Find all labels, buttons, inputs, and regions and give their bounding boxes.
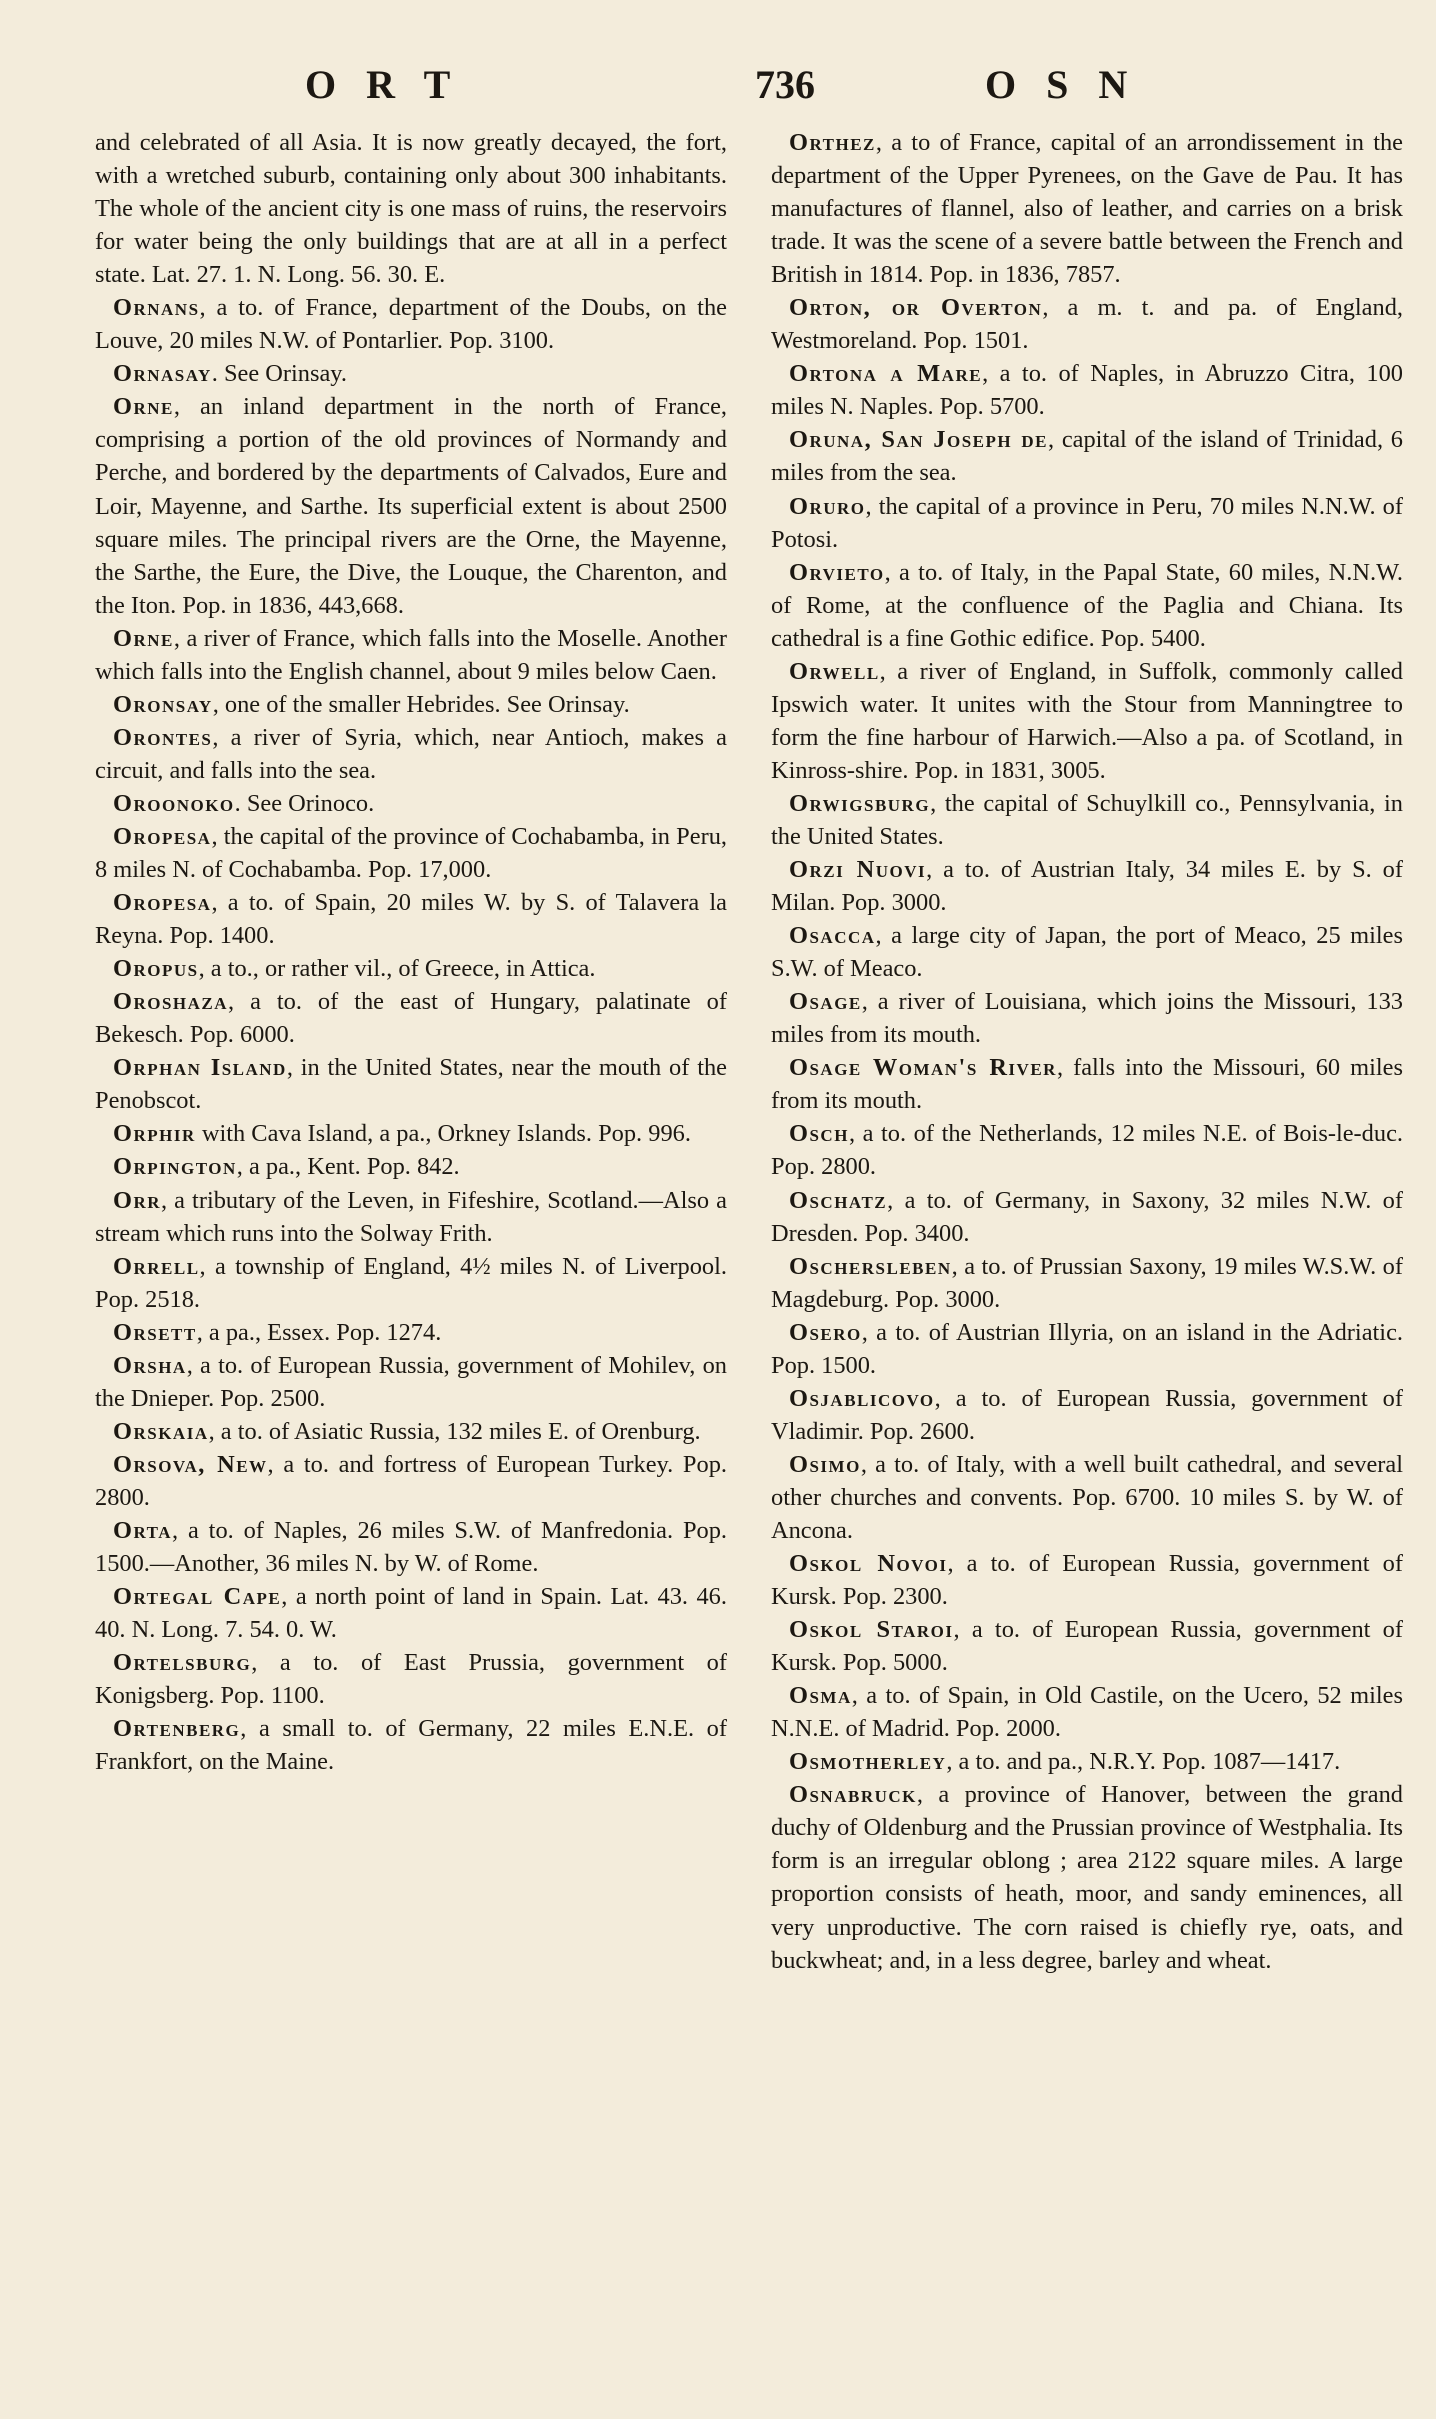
- gazetteer-entry: [95, 1448, 727, 1514]
- gazetteer-entry: [771, 1316, 1403, 1382]
- entry-text: , a to. of Germany, in Saxony, 32 miles N.W. of Dresden. Pop. 3400.: [771, 1186, 1403, 1247]
- entry-text: , a to. and fortress of European Turkey. Pop. 2800.: [95, 1450, 727, 1511]
- entry-text: , a township of England, 4½ miles N. of Liverpool. Pop. 2518.: [95, 1252, 727, 1313]
- gazetteer-entry: [95, 1316, 727, 1349]
- entry-text: , a to. of European Russia, government of Kursk. Pop. 5000.: [771, 1616, 1403, 1677]
- entry-headword: Orontes: [113, 723, 213, 751]
- gazetteer-entry: [771, 1547, 1403, 1613]
- gazetteer-entry: [771, 1250, 1403, 1316]
- entry-text: , a to. of European Russia, government of Vladimir. Pop. 2600.: [771, 1384, 1403, 1445]
- entry-text: . See Orinoco.: [234, 789, 375, 817]
- gazetteer-entry: [95, 985, 727, 1051]
- entry-headword: Osmotherley: [789, 1748, 947, 1776]
- entry-text: , in the United States, near the mouth of the Penobscot.: [95, 1054, 727, 1115]
- entry-text: , a to. of Italy, in the Papal State, 60 miles, N.N.W. of Rome, at the confluence of the Paglia and Chiana. Its cathedral is a fine Gothic edifice. Pop. 5400.: [771, 558, 1403, 652]
- entry-text: , a pa., Essex. Pop. 1274.: [196, 1318, 442, 1346]
- entry-text: , a large city of Japan, the port of Meaco, 25 miles S.W. of Meaco.: [771, 922, 1403, 983]
- entry-headword: Ortegal Cape: [113, 1583, 282, 1611]
- gazetteer-entry: [95, 357, 727, 390]
- entry-headword: Ortelsburg: [113, 1649, 252, 1677]
- gazetteer-entry: [95, 721, 727, 787]
- entry-headword: Oskol Staroi: [789, 1616, 954, 1644]
- entry-text: , a to. of Spain, 20 miles W. by S. of Talavera la Reyna. Pop. 1400.: [95, 889, 727, 950]
- header-right-guide-word: OSN: [985, 62, 1158, 107]
- gazetteer-entry: [771, 1117, 1403, 1183]
- entry-text: , the capital of the province of Cochabamba, in Peru, 8 miles N. of Cochabamba. Pop. 17,000.: [95, 822, 727, 884]
- gazetteer-entry: [771, 357, 1403, 423]
- entry-text: , a to., or rather vil., of Greece, in Attica.: [198, 955, 596, 983]
- entry-headword: Oropus: [113, 955, 199, 983]
- entry-headword: Orzi Nuovi: [789, 856, 927, 884]
- gazetteer-entry: [95, 1250, 727, 1316]
- entry-text: , a small to. of Germany, 22 miles E.N.E. of Frankfort, on the Maine.: [95, 1715, 727, 1776]
- entry-text: , capital of the island of Trinidad, 6 miles from the sea.: [771, 426, 1403, 487]
- gazetteer-entry: [95, 787, 727, 820]
- gazetteer-entry: [95, 952, 727, 985]
- entry-text: , a m. t. and pa. of England, Westmoreland. Pop. 1501.: [771, 294, 1403, 355]
- entry-headword: Osage: [789, 988, 862, 1016]
- entry-headword: Ortona a Mare: [789, 360, 983, 388]
- gazetteer-entry: [771, 1448, 1403, 1547]
- gazetteer-entry: [95, 126, 727, 291]
- entry-text: , a to of France, capital of an arrondissement in the department of the Upper Pyrenees, on the Gave de Pau. It has manufactures of flannel, also of leather, and carries on a brisk trade. It was the scene of a severe battle between the French and British in 1814. Pop. in 1836, 7857.: [771, 129, 1403, 289]
- gazetteer-entry: [95, 1580, 727, 1646]
- gazetteer-entry: [95, 1646, 727, 1712]
- entry-text: , a pa., Kent. Pop. 842.: [236, 1153, 460, 1181]
- entry-text: and celebrated of all Asia. It is now greatly decayed, the fort, with a wretched suburb, containing only about 300 inhabitants. The whole of the ancient city is one mass of ruins, the reservoirs for water being the only buildings that are at all in a perfect state. Lat. 27. 1. N. Long. 56. 30. E.: [95, 129, 727, 289]
- entry-headword: Orwigsburg: [789, 789, 931, 817]
- gazetteer-entry: [95, 390, 727, 621]
- gazetteer-entry: [95, 1415, 727, 1448]
- entry-text: , a river of England, in Suffolk, commonly called Ipswich water. It unites with the Stour from Manningtree to form the fine harbour of Harwich.—Also a pa. of Scotland, in Kinross-shire. Pop. in 1831, 3005.: [771, 657, 1403, 784]
- entry-headword: Osma: [789, 1682, 852, 1710]
- entry-headword: Ornasay: [113, 360, 212, 388]
- entry-headword: Orphan Island: [113, 1054, 287, 1082]
- gazetteer-entry: [95, 1349, 727, 1415]
- entry-headword: Orthez: [789, 129, 876, 156]
- entry-headword: Osacca: [789, 922, 876, 950]
- entry-headword: Oskol Novoi: [789, 1550, 948, 1578]
- entry-headword: Osimo: [789, 1450, 861, 1478]
- running-header: [95, 58, 1345, 112]
- entry-text: , a to. of Prussian Saxony, 19 miles W.S.W. of Magdeburg. Pop. 3000.: [771, 1252, 1403, 1313]
- gazetteer-entry: [95, 886, 727, 952]
- entry-headword: Orskaia: [113, 1417, 209, 1445]
- entry-headword: Orton, or Overton: [789, 294, 1043, 322]
- entry-text: , one of the smaller Hebrides. See Orinsay.: [212, 690, 630, 718]
- entry-text: , a tributary of the Leven, in Fifeshire, Scotland.—Also a stream which runs into the Solway Frith.: [95, 1186, 727, 1247]
- entry-text: , a to. of France, department of the Doubs, on the Louve, 20 miles N.W. of Pontarlier. Pop. 3100.: [95, 294, 727, 355]
- entry-text: , the capital of a province in Peru, 70 miles N.N.W. of Potosi.: [771, 492, 1403, 553]
- entry-headword: Orne: [113, 393, 174, 421]
- entry-headword: Orsova, New: [113, 1450, 268, 1478]
- right-column: [771, 126, 1403, 1977]
- entry-text: , a to. of European Russia, government of Mohilev, on the Dnieper. Pop. 2500.: [95, 1351, 727, 1412]
- entry-headword: Ornans: [113, 294, 200, 322]
- entry-headword: Oschersleben: [789, 1252, 952, 1280]
- gazetteer-entry: [771, 490, 1403, 556]
- gazetteer-entry: [771, 985, 1403, 1051]
- gazetteer-entry: [95, 820, 727, 886]
- gazetteer-entry: [95, 1150, 727, 1183]
- entry-text: , a to. of Austrian Italy, 34 miles E. by S. of Milan. Pop. 3000.: [771, 856, 1403, 917]
- gazetteer-entry: [771, 291, 1403, 357]
- entry-headword: Oruna, San Joseph de: [789, 426, 1048, 454]
- gazetteer-entry: [771, 1613, 1403, 1679]
- left-column: [95, 126, 727, 1778]
- gazetteer-entry: [95, 1712, 727, 1778]
- gazetteer-entry: [771, 1679, 1403, 1745]
- gazetteer-entry: [771, 126, 1403, 291]
- entry-headword: Orr: [113, 1186, 162, 1214]
- gazetteer-entry: [771, 787, 1403, 853]
- entry-headword: Orpington: [113, 1153, 237, 1181]
- gazetteer-entry: [95, 622, 727, 688]
- gazetteer-entry: [95, 688, 727, 721]
- entry-headword: Orvieto: [789, 558, 885, 586]
- entry-text: , a river of France, which falls into the Moselle. Another which falls into the English channel, about 9 miles below Caen.: [95, 624, 727, 685]
- entry-headword: Oropesa: [113, 822, 212, 850]
- entry-text: , a river of Syria, which, near Antioch, makes a circuit, and falls into the sea.: [95, 723, 727, 784]
- page-number: 736: [755, 62, 815, 107]
- entry-headword: Osero: [789, 1318, 862, 1346]
- entry-headword: Orwell: [789, 657, 880, 685]
- entry-text: , a to. of the Netherlands, 12 miles N.E. of Bois-le-duc. Pop. 2800.: [771, 1120, 1403, 1181]
- entry-headword: Osjablicovo: [789, 1384, 935, 1412]
- gazetteer-entry: [95, 1051, 727, 1117]
- entry-text: , a to. of Naples, 26 miles S.W. of Manfredonia. Pop. 1500.—Another, 36 miles N. by W. of Rome.: [95, 1516, 727, 1578]
- gazetteer-entry: [771, 1184, 1403, 1250]
- entry-text: , a to. of the east of Hungary, palatinate of Bekesch. Pop. 6000.: [95, 988, 727, 1049]
- gazetteer-entry: [771, 1051, 1403, 1117]
- entry-text: , the capital of Schuylkill co., Pennsylvania, in the United States.: [771, 789, 1403, 850]
- entry-text: , a to. of Spain, in Old Castile, on the Ucero, 52 miles N.N.E. of Madrid. Pop. 2000.: [771, 1682, 1403, 1743]
- entry-text: , a to. of East Prussia, government of Konigsberg. Pop. 1100.: [95, 1649, 727, 1710]
- gazetteer-entry: [771, 556, 1403, 655]
- gazetteer-entry: [771, 853, 1403, 919]
- entry-headword: Orsett: [113, 1318, 197, 1346]
- gazetteer-entry: [95, 1184, 727, 1250]
- entry-text: with Cava Island, a pa., Orkney Islands. Pop. 996.: [195, 1120, 691, 1148]
- entry-headword: Osnabruck: [789, 1781, 917, 1809]
- header-left-guide-word: ORT: [305, 62, 481, 107]
- gazetteer-entry: [771, 655, 1403, 787]
- entry-text: , an inland department in the north of France, comprising a portion of the old provinces of Normandy and Perche, and bordered by the departments of Calvados, Eure and Loir, Mayenne, and Sarthe. Its superficial extent is about 2500 square miles. The principal rivers are the Orne, the Mayenne, the Sarthe, the Eure, the Dive, the Louque, the Charenton, and the Iton. Pop. in 1836, 443,668.: [95, 393, 727, 619]
- entry-text: , a to. of Naples, in Abruzzo Citra, 100 miles N. Naples. Pop. 5700.: [771, 360, 1403, 421]
- gazetteer-entry: [771, 1745, 1403, 1778]
- entry-text: , a river of Louisiana, which joins the Missouri, 133 miles from its mouth.: [771, 988, 1403, 1049]
- entry-headword: Osage Woman's River: [789, 1054, 1057, 1082]
- entry-text: . See Orinsay.: [211, 360, 348, 388]
- gazetteer-entry: [771, 919, 1403, 985]
- entry-headword: Osch: [789, 1120, 849, 1148]
- entry-headword: Oruro: [789, 492, 866, 520]
- entry-text: , a province of Hanover, between the grand duchy of Oldenburg and the Prussian province of Westphalia. Its form is an irregular oblong ; area 2122 square miles. A large proportion consists of heath, moor, and sandy eminences, all very unproductive. The corn raised is chiefly rye, oats, and buckwheat; and, in a less degree, barley and wheat.: [771, 1781, 1403, 1974]
- entry-text: , a to. of European Russia, government of Kursk. Pop. 2300.: [771, 1550, 1403, 1611]
- gazetteer-entry: [95, 1117, 727, 1150]
- entry-text: , a to. of Austrian Illyria, on an island in the Adriatic. Pop. 1500.: [771, 1318, 1403, 1379]
- entry-headword: Oroonoko: [113, 789, 235, 817]
- entry-headword: Oropesa: [113, 889, 212, 917]
- gazetteer-entry: [771, 1382, 1403, 1448]
- entry-text: , a to. and pa., N.R.Y. Pop. 1087—1417.: [946, 1748, 1341, 1776]
- entry-headword: Orphir: [113, 1120, 196, 1148]
- entry-headword: Oroshaza: [113, 988, 229, 1016]
- entry-headword: Orsha: [113, 1351, 187, 1379]
- entry-headword: Orta: [113, 1516, 173, 1544]
- entry-text: , a north point of land in Spain. Lat. 43. 46. 40. N. Long. 7. 54. 0. W.: [95, 1583, 727, 1644]
- entry-text: , a to. of Asiatic Russia, 132 miles E. of Orenburg.: [208, 1417, 701, 1445]
- entry-headword: Orrell: [113, 1252, 200, 1280]
- gazetteer-entry: [95, 291, 727, 357]
- gazetteer-entry: [771, 1778, 1403, 1976]
- entry-headword: Orne: [113, 624, 174, 652]
- gazetteer-entry: [95, 1514, 727, 1580]
- entry-headword: Oronsay: [113, 690, 213, 718]
- entry-headword: Ortenberg: [113, 1715, 241, 1743]
- entry-text: , a to. of Italy, with a well built cathedral, and several other churches and convents. Pop. 6700. 10 miles S. by W. of Ancona.: [771, 1450, 1403, 1544]
- gazetteer-entry: [771, 423, 1403, 489]
- entry-headword: Oschatz: [789, 1186, 888, 1214]
- entry-text: , falls into the Missouri, 60 miles from its mouth.: [771, 1054, 1403, 1115]
